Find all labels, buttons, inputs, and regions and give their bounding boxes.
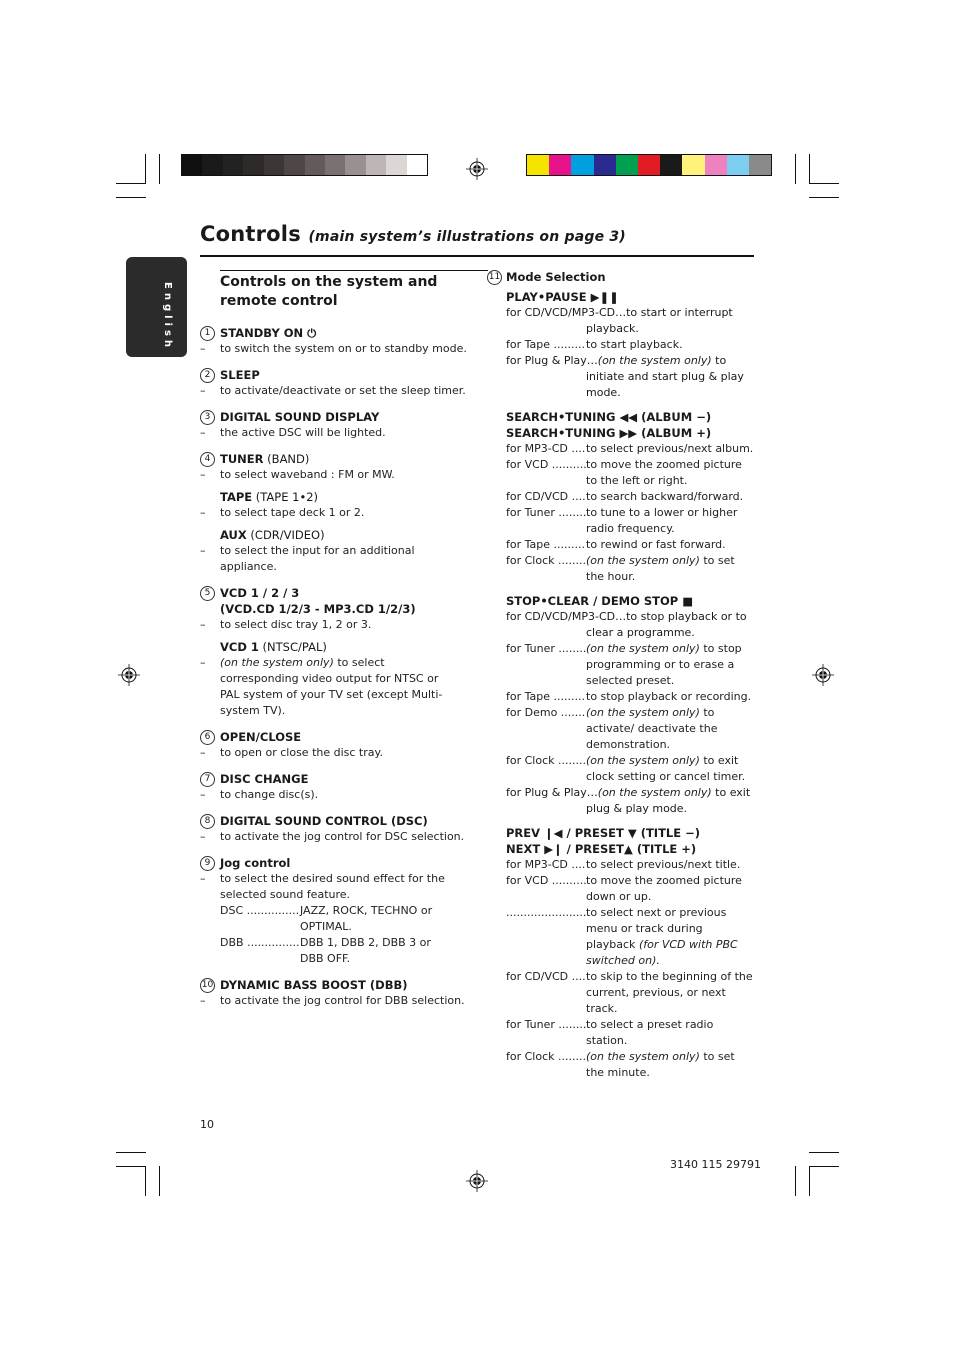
item-number: 9 — [200, 856, 215, 871]
mode-row: ..... to select next or previous menu or track during playback (for VCD with PBC switched on). — [506, 905, 755, 969]
control-item — [200, 977, 470, 1009]
next-heading: NEXT ▶❙ / PRESET▲ (TITLE +) — [506, 842, 697, 856]
control-item — [200, 409, 470, 441]
color-swatch — [638, 155, 660, 175]
item-number: 7 — [200, 772, 215, 787]
prev-heading: PREV ❙◀ / PRESET ▼ (TITLE −) — [506, 826, 701, 840]
registration-mark-icon — [466, 158, 488, 180]
crop-mark — [809, 197, 839, 198]
crop-mark — [159, 154, 160, 184]
gray-swatch — [182, 155, 202, 175]
page-title — [200, 222, 626, 246]
item-number: 3 — [200, 410, 215, 425]
item-description: – to select tape deck 1 or 2. — [200, 506, 365, 519]
gray-swatch — [243, 155, 263, 175]
crop-mark — [795, 1166, 796, 1196]
color-swatch — [682, 155, 704, 175]
control-item — [200, 855, 470, 967]
right-column — [487, 269, 755, 1081]
control-item — [487, 269, 755, 285]
crop-mark — [809, 1166, 839, 1167]
language-tab-label: English — [162, 282, 173, 352]
stop-clear-block — [506, 593, 755, 817]
item-number: 6 — [200, 730, 215, 745]
item-heading: VCD 1 / 2 / 3 — [220, 586, 300, 600]
item-description: – to activate the jog control for DBB selection. — [200, 994, 465, 1007]
mode-row: for CD/VCD ..... to search backward/forward. — [506, 489, 755, 505]
crop-mark — [159, 1166, 160, 1196]
item-heading: DIGITAL SOUND CONTROL (DSC) — [220, 814, 428, 828]
color-swatch — [549, 155, 571, 175]
item-description: – to select disc tray 1, 2 or 3. — [200, 618, 372, 631]
title-subtitle: (main system’s illustrations on page 3) — [308, 229, 626, 245]
item-number: 11 — [487, 270, 502, 285]
crop-mark — [809, 183, 839, 184]
control-item — [200, 367, 470, 399]
item-heading: DIGITAL SOUND DISPLAY — [220, 410, 380, 424]
item-description: – (on the system only) to select corresponding video output for NTSC or PAL system of your TV set (except Multi-system TV). — [200, 656, 443, 717]
item-description: – to change disc(s). — [200, 788, 319, 801]
title-main: Controls — [200, 222, 301, 246]
item-description: – the active DSC will be lighted. — [200, 426, 386, 439]
item-number: 5 — [200, 586, 215, 601]
item-description: – to switch the system on or to standby mode. — [200, 342, 467, 355]
item-description: – to select the desired sound effect for the selected sound feature. — [200, 872, 445, 901]
item-heading: (VCD.CD 1/2/3 - MP3.CD 1/2/3) — [220, 602, 416, 616]
item-heading: DYNAMIC BASS BOOST (DBB) — [220, 978, 408, 992]
sub-heading: VCD 1 (NTSC/PAL) — [220, 640, 327, 654]
gray-swatch — [345, 155, 365, 175]
control-item — [200, 451, 470, 575]
mode-row: for Tuner ..... to select a preset radio station. — [506, 1017, 755, 1049]
language-tab — [126, 257, 187, 357]
gray-calibration-bar — [181, 154, 428, 176]
play-pause-block — [506, 289, 755, 401]
gray-swatch — [305, 155, 325, 175]
crop-mark — [116, 197, 146, 198]
item-heading: STANDBY ON ⏻ — [220, 326, 317, 340]
gray-swatch — [264, 155, 284, 175]
item-description: – to open or close the disc tray. — [200, 746, 383, 759]
control-item — [200, 729, 470, 761]
mode-row: for CD/VCD ..... to skip to the beginning of the current, previous, or next track. — [506, 969, 755, 1017]
control-item — [200, 771, 470, 803]
search-tuning-block — [506, 409, 755, 585]
mode-row: for Clock ..... (on the system only) to set the hour. — [506, 553, 755, 585]
crop-mark — [809, 1152, 839, 1153]
item-description: – to activate the jog control for DSC selection. — [200, 830, 465, 843]
mode-row: for MP3-CD ..... to select previous/next title. — [506, 857, 755, 873]
gray-swatch — [202, 155, 222, 175]
description-line: for CD/VCD/MP3-CD…to stop playback or to clear a programme. — [506, 610, 747, 639]
item-description: – to select waveband : FM or MW. — [200, 468, 395, 481]
control-item — [200, 585, 470, 719]
gray-swatch — [223, 155, 243, 175]
color-swatch — [660, 155, 682, 175]
mode-row: for Tuner ..... to tune to a lower or higher radio frequency. — [506, 505, 755, 537]
crop-mark — [809, 154, 810, 184]
mode-row: for Clock ..... (on the system only) to exit clock setting or cancel timer. — [506, 753, 755, 785]
color-swatch — [749, 155, 771, 175]
registration-mark-icon — [118, 664, 140, 686]
crop-mark — [116, 1166, 146, 1167]
mode-row: for Tape ..... to rewind or fast forward. — [506, 537, 755, 553]
page-number: 10 — [200, 1118, 214, 1131]
stop-clear-heading: STOP•CLEAR / DEMO STOP ■ — [506, 594, 694, 608]
option-row: DBB ..... DBB 1, DBB 2, DBB 3 or DBB OFF. — [220, 935, 450, 967]
left-column — [200, 270, 470, 1009]
gray-swatch — [366, 155, 386, 175]
option-row: DSC ..... JAZZ, ROCK, TECHNO or OPTIMAL. — [220, 903, 450, 935]
item-heading: DISC CHANGE — [220, 772, 309, 786]
item-heading: OPEN/CLOSE — [220, 730, 302, 744]
mode-row: for Tape ..... to start playback. — [506, 337, 755, 353]
mode-row: for VCD ..... to move the zoomed picture down or up. — [506, 873, 755, 905]
mode-row: for Demo ..... (on the system only) to activate/ deactivate the demonstration. — [506, 705, 755, 753]
prev-next-block — [506, 825, 755, 1081]
item-number: 10 — [200, 978, 215, 993]
item-number: 2 — [200, 368, 215, 383]
document-code: 3140 115 29791 — [670, 1158, 761, 1171]
color-swatch — [594, 155, 616, 175]
crop-mark — [145, 1166, 146, 1196]
color-swatch — [527, 155, 549, 175]
search-tuning-heading: SEARCH•TUNING ◀◀ (ALBUM −) — [506, 410, 712, 424]
item-description: – to activate/deactivate or set the sleep timer. — [200, 384, 466, 397]
description-line: for Plug & Play…(on the system only) to exit plug & play mode. — [506, 786, 751, 815]
registration-mark-icon — [466, 1170, 488, 1192]
title-divider — [200, 255, 754, 257]
control-item — [200, 325, 470, 357]
crop-mark — [795, 154, 796, 184]
item-heading: TUNER (BAND) — [220, 452, 310, 466]
crop-mark — [116, 183, 146, 184]
item-number: 1 — [200, 326, 215, 341]
control-item — [200, 813, 470, 845]
mode-row: for Tuner ..... (on the system only) to stop programming or to erase a selected preset. — [506, 641, 755, 689]
color-calibration-bar — [526, 154, 772, 176]
item-heading: SLEEP — [220, 368, 260, 382]
gray-swatch — [325, 155, 345, 175]
section-divider — [220, 270, 488, 271]
sub-heading: TAPE (TAPE 1•2) — [220, 490, 319, 504]
color-swatch — [705, 155, 727, 175]
item-heading: Mode Selection — [506, 270, 606, 284]
crop-mark — [809, 1166, 810, 1196]
section-title: Controls on the system and remote control — [220, 274, 438, 309]
crop-mark — [116, 1152, 146, 1153]
color-swatch — [727, 155, 749, 175]
mode-row: for VCD ..... to move the zoomed picture to the left or right. — [506, 457, 755, 489]
mode-row: for Tape ..... to stop playback or recording. — [506, 689, 755, 705]
sub-heading: AUX (CDR/VIDEO) — [220, 528, 325, 542]
gray-swatch — [407, 155, 427, 175]
color-swatch — [571, 155, 593, 175]
crop-mark — [145, 154, 146, 184]
color-swatch — [616, 155, 638, 175]
mode-row: for Clock ..... (on the system only) to set the minute. — [506, 1049, 755, 1081]
item-description: – to select the input for an additional appliance. — [200, 544, 415, 573]
registration-mark-icon — [812, 664, 834, 686]
mode-row: for MP3-CD ..... to select previous/next album. — [506, 441, 755, 457]
item-number: 8 — [200, 814, 215, 829]
play-pause-heading: PLAY•PAUSE ▶❚❚ — [506, 290, 619, 304]
description-line: for CD/VCD/MP3-CD…to start or interrupt playback. — [506, 306, 733, 335]
gray-swatch — [284, 155, 304, 175]
item-number: 4 — [200, 452, 215, 467]
item-heading: Jog control — [220, 856, 291, 870]
gray-swatch — [386, 155, 406, 175]
search-tuning-heading: SEARCH•TUNING ▶▶ (ALBUM +) — [506, 426, 712, 440]
description-line: for Plug & Play…(on the system only) to initiate and start plug & play mode. — [506, 354, 744, 399]
